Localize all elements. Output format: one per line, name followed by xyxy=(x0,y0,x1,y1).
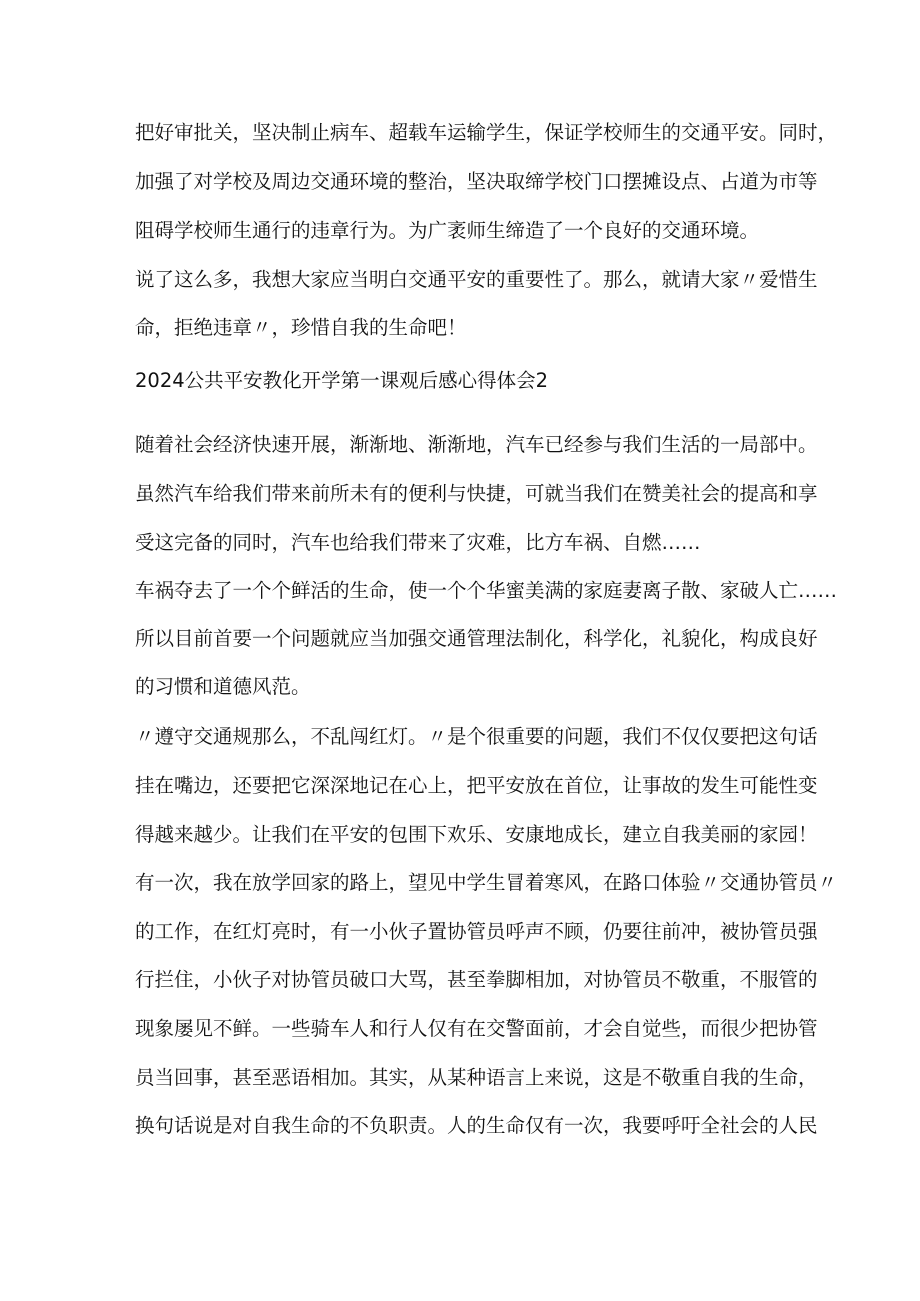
paragraph-line: 的工作，在红灯亮时，有一小伙子置协管员呼声不顾，仍要往前冲，被协管员强 xyxy=(135,920,818,943)
paragraph-line: 随着社会经济快速开展，渐渐地、渐渐地，汽车已经参与我们生活的一局部中。 xyxy=(135,433,818,456)
paragraph-line: 〃遵守交通规那么，不乱闯红灯。〃是个很重要的问题，我们不仅仅要把这句话 xyxy=(135,725,818,748)
paragraph-line: 把好审批关，坚决制止病车、超载车运输学生，保证学校师生的交通平安。同时， xyxy=(135,121,838,144)
paragraph-line: 得越来越少。让我们在平安的包围下欢乐、安康地成长，建立自我美丽的家园！ xyxy=(135,823,818,846)
section-heading: 2024公共平安教化开学第一课观后感心得体会2 xyxy=(135,369,549,392)
paragraph-line: 阻碍学校师生通行的违章行为。为广袤师生缔造了一个良好的交通环境。 xyxy=(135,219,760,242)
paragraph-line: 车祸夺去了一个个鲜活的生命，使一个个华蜜美满的家庭妻离子散、家破人亡…… xyxy=(135,579,838,602)
paragraph-line: 受这完备的同时，汽车也给我们带来了灾难，比方车祸、自燃…… xyxy=(135,531,701,554)
paragraph-line: 虽然汽车给我们带来前所未有的便利与快捷，可就当我们在赞美社会的提高和享 xyxy=(135,482,818,505)
paragraph-line: 命，拒绝违章〃，珍惜自我的生命吧！ xyxy=(135,316,467,339)
paragraph-line: 现象屡见不鲜。一些骑车人和行人仅有在交警面前，才会自觉些，而很少把协管 xyxy=(135,1017,818,1040)
paragraph-line: 员当回事，甚至恶语相加。其实，从某种语言上来说，这是不敬重自我的生命， xyxy=(135,1066,818,1089)
paragraph-line: 挂在嘴边，还要把它深深地记在心上，把平安放在首位，让事故的发生可能性变 xyxy=(135,774,818,797)
paragraph-line: 所以目前首要一个问题就应当加强交通管理法制化，科学化，礼貌化，构成良好 xyxy=(135,627,818,650)
paragraph-line: 有一次，我在放学回家的路上，望见中学生冒着寒风，在路口体验〃交通协管员〃 xyxy=(135,871,838,894)
paragraph-line: 说了这么多，我想大家应当明白交通平安的重要性了。那么，就请大家〃爱惜生 xyxy=(135,268,818,291)
paragraph-line: 行拦住，小伙子对协管员破口大骂，甚至拳脚相加，对协管员不敬重，不服管的 xyxy=(135,968,818,991)
paragraph-line: 换句话说是对自我生命的不负职责。人的生命仅有一次，我要呼吁全社会的人民 xyxy=(135,1114,818,1137)
paragraph-line: 的习惯和道德风范。 xyxy=(135,675,311,698)
paragraph-line: 加强了对学校及周边交通环境的整治，坚决取缔学校门口摆摊设点、占道为市等 xyxy=(135,170,818,193)
